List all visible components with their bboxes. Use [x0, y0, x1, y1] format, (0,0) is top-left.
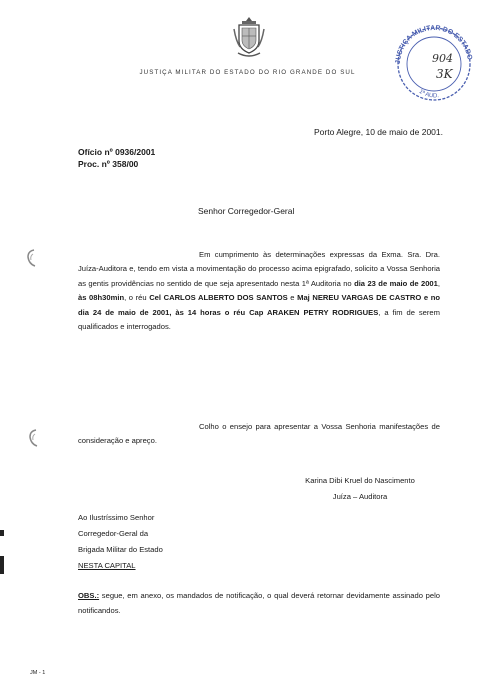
addressee-line-1: Ao Ilustríssimo Senhor	[78, 513, 155, 522]
place-date: Porto Alegre, 10 de maio de 2001.	[313, 127, 443, 137]
oficio-number: Ofício nº 0936/2001	[78, 147, 156, 157]
observation-note: OBS.: segue, em anexo, os mandados de notificação, o qual deverá retornar devidamente assinado pelo notificandos.	[78, 591, 440, 615]
stamp-number: 904	[432, 52, 453, 65]
institution-header: JUSTIÇA MILITAR DO ESTADO DO RIO GRANDE DO SUL	[139, 69, 356, 76]
body-paragraph-2: Colho o ensejo para apresentar a Vossa Senhoria manifestações de consideração e apreço.	[78, 422, 440, 446]
form-code: JM - 1	[30, 670, 46, 676]
signature-name: Karina Dibi Kruel do Nascimento	[305, 476, 415, 485]
coat-of-arms-icon	[232, 15, 266, 59]
punch-hole-mark	[26, 428, 42, 448]
scan-edge-mark	[0, 530, 4, 536]
addressee-line-4: NESTA CAPITAL	[78, 561, 136, 570]
punch-hole-mark	[24, 248, 40, 268]
process-number: Proc. nº 358/00	[78, 159, 139, 169]
stamp-ring-text: JUSTIÇA MILITAR DO ESTADO	[394, 24, 473, 65]
scan-edge-mark	[0, 556, 4, 574]
stamp-handwritten-mark: 3K	[436, 67, 453, 81]
protocol-stamp-icon	[388, 24, 480, 102]
body-paragraph-1: Em cumprimento às determinações expressas da Exma. Sra. Dra. Juíza-Auditora e, tendo em vista a movimentação do processo acima epigrafado, solicito a Vossa Senhoria as gentis providências no sentido de que seja apresentado nesta 1ª Auditoria no dia 23 de maio de 2001, às 08h30min, o réu Cel CARLOS ALBERTO DOS SANTOS e Maj NEREU VARGAS DE CASTRO e no dia 24 de maio de 2001, às 14 horas o réu Cap ARAKEN PETRY RODRIGUES, a fim de serem qualificados e interrogados.	[78, 250, 440, 332]
stamp-bottom-text: 1ª AUD.	[417, 88, 440, 100]
signature-role: Juíza – Auditora	[332, 492, 388, 501]
addressee-line-2: Corregedor-Geral da	[78, 529, 149, 538]
salutation: Senhor Corregedor-Geral	[198, 206, 295, 216]
addressee-line-3: Brigada Militar do Estado	[78, 545, 163, 554]
